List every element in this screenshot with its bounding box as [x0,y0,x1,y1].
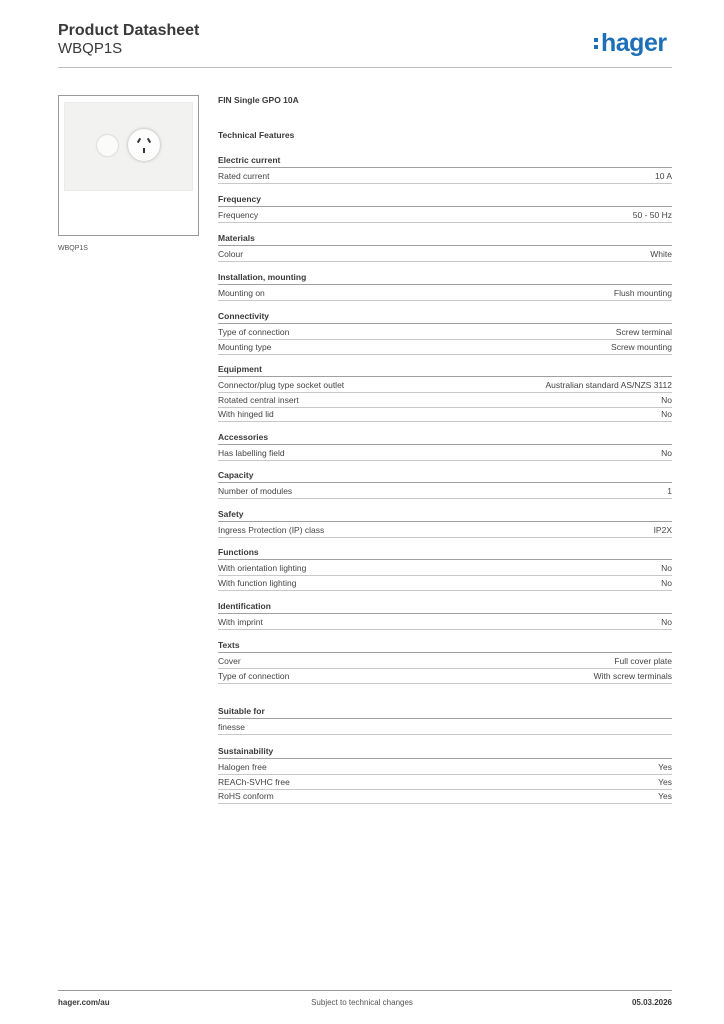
hager-logo [594,29,667,58]
technical-features-heading: Technical Features [218,130,295,140]
spec-label: Colour [218,249,244,259]
section-title: Sustainability [218,746,672,759]
spec-row [218,775,672,790]
product-image [58,95,199,236]
page-title: Product Datasheet [58,22,200,39]
spec-label: Cover [218,656,241,666]
logo-dots-icon [594,36,599,51]
spec-label: Number of modules [218,486,293,496]
spec-row [218,393,672,408]
footer-date: 05.03.2026 [631,998,672,1007]
spec-label: Mounting type [218,341,272,352]
product-name: FIN Single GPO 10A [218,95,299,105]
spec-label: REACh-SVHC free [218,776,290,787]
logo-text: hager [601,29,667,57]
section-title: Identification [218,601,672,614]
spec-value: No [661,394,672,405]
spec-label: Rated current [218,171,270,181]
spec-value: 10 A [654,171,672,181]
section-title: Safety [218,509,672,522]
socket-outlet-image [128,129,160,161]
spec-value: Yes [658,762,672,772]
section-title: Materials [218,233,672,246]
spec-row [218,760,672,775]
spec-value: Australian standard AS/NZS 3112 [545,380,672,390]
spec-value: Screw mounting [611,341,672,352]
spec-value: No [661,448,672,458]
spec-row [218,669,672,684]
spec-row [218,484,672,499]
spec-value: Yes [658,776,672,787]
spec-value: Flush mounting [613,288,672,298]
spec-label: Connector/plug type socket outlet [218,380,345,390]
spec-row [218,615,672,630]
spec-label: Type of connection [218,670,290,681]
section-title: Installation, mounting [218,272,672,285]
spec-value: Yes [658,791,672,801]
spec-row [218,208,672,223]
spec-row [218,720,672,735]
switch-button-image [97,135,118,156]
switch-plate-image [64,102,193,191]
spec-row [218,407,672,422]
section-title: Texts [218,640,672,653]
spec-label: With imprint [218,617,263,627]
section-title: Suitable for [218,706,672,719]
spec-label: finesse [218,722,245,732]
header-divider [58,67,672,68]
section-title: Electric current [218,155,672,168]
spec-label: Ingress Protection (IP) class [218,525,325,535]
spec-value: 50 - 50 Hz [632,210,672,220]
spec-row [218,169,672,184]
spec-row [218,378,672,393]
product-code: WBQP1S [58,40,123,57]
spec-row [218,340,672,355]
spec-row [218,325,672,340]
spec-value: No [661,577,672,588]
section-title: Accessories [218,432,672,445]
spec-row [218,789,672,804]
spec-value: With screw terminals [593,670,672,681]
spec-label: With function lighting [218,577,297,588]
section-title: Frequency [218,194,672,207]
spec-label: Has labelling field [218,448,285,458]
spec-row [218,446,672,461]
spec-label: With hinged lid [218,409,274,419]
spec-label: Halogen free [218,762,267,772]
spec-label: RoHS conform [218,791,274,801]
spec-value: 1 [667,486,672,496]
spec-row [218,286,672,301]
footer-notice: Subject to technical changes [311,998,413,1007]
spec-row [218,561,672,576]
section-title: Functions [218,547,672,560]
spec-value: Full cover plate [614,656,672,666]
spec-row [218,247,672,262]
spec-value: Screw terminal [615,327,672,337]
spec-value: No [661,409,672,419]
spec-value: No [661,617,672,627]
spec-label: Frequency [218,210,259,220]
spec-label: Rotated central insert [218,394,299,405]
footer-website: hager.com/au [58,998,110,1007]
section-title: Equipment [218,364,672,377]
spec-label: Type of connection [218,327,290,337]
image-caption: WBQP1S [58,245,88,252]
spec-row [218,523,672,538]
section-title: Capacity [218,470,672,483]
spec-row [218,576,672,591]
footer-divider [58,990,672,991]
spec-value: No [661,563,672,573]
spec-label: Mounting on [218,288,265,298]
spec-value: IP2X [653,525,672,535]
spec-value: White [650,249,672,259]
section-title: Connectivity [218,311,672,324]
spec-label: With orientation lighting [218,563,307,573]
spec-row [218,654,672,669]
